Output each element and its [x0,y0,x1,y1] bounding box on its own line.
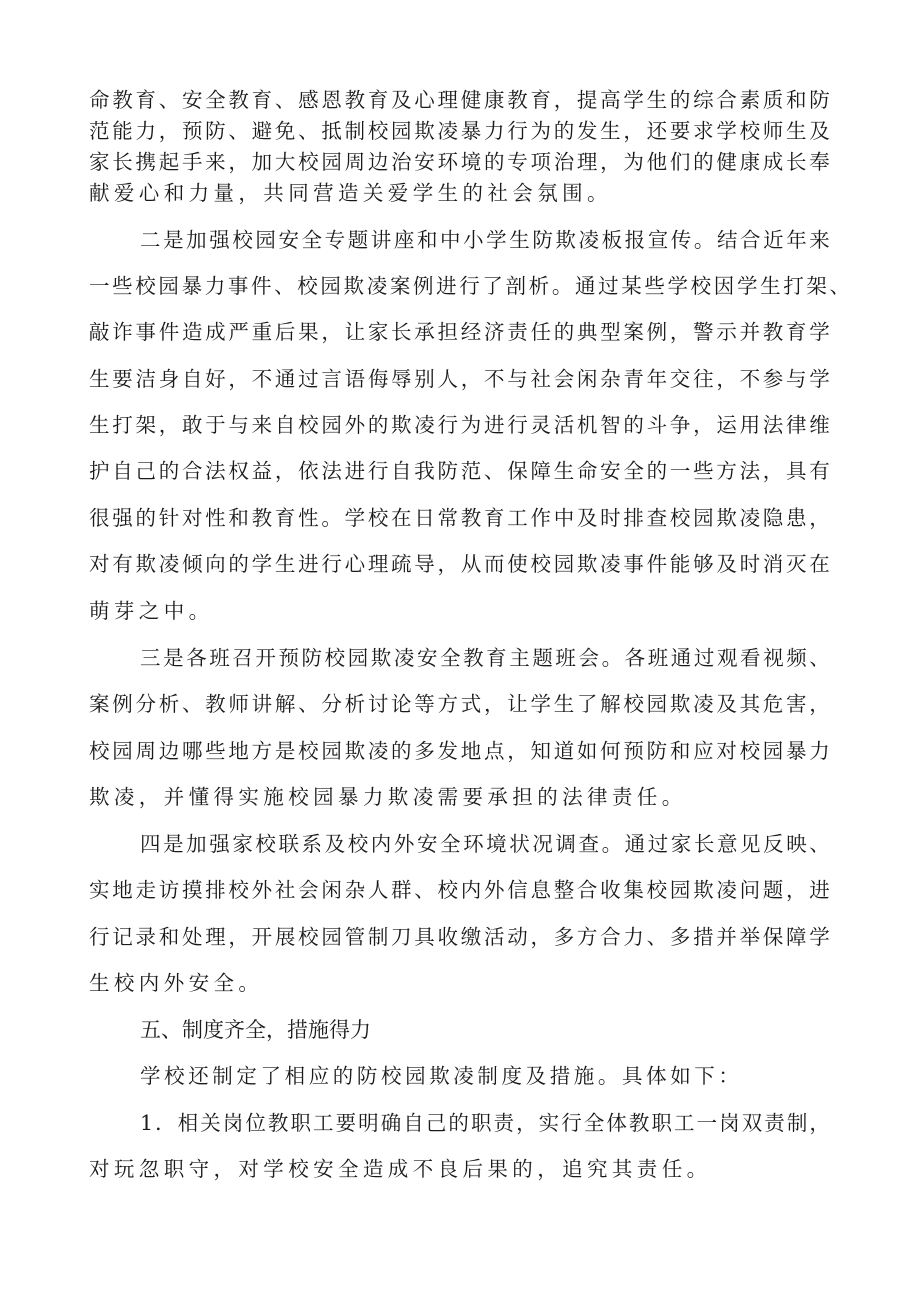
paragraph-line: 欺凌，并懂得实施校园暴力欺凌需要承担的法律责任。 [89,785,687,809]
paragraph-line: 护 自 己 的 合 法 权 益 ， 依 法 进 行 自 我 防 范 、 保 障 生 命 安 全 的 一 些 方 法 ， 具 有 [89,459,830,483]
paragraph-line: 实 地 走 访 摸 排 校 外 社 会 闲 杂 人 群 、 校 内 外 信 息 整 合 收 集 校 园 欺 凌 问 题 ， 进 [89,878,830,902]
paragraph-line: 范 能 力 ， 预 防 、 避 免 、 抵 制 校 园 欺 凌 暴 力 行 为 的 发 生 ， 还 要 求 学 校 师 生 及 [89,119,830,143]
paragraph-line: 1 ． 相 关 岗 位 教 职 工 要 明 确 自 己 的 职 责 ， 实 行 全 体 教 职 工 一 岗 双 责 制 ， [140,1111,830,1135]
paragraph-line: 萌芽之中。 [89,599,214,623]
paragraph-line: 校 园 周 边 哪 些 地 方 是 校 园 欺 凌 的 多 发 地 点 ， 知 道 如 何 预 防 和 应 对 校 园 暴 力 [89,739,830,763]
paragraph-line: 三 是 各 班 召 开 预 防 校 园 欺 凌 安 全 教 育 主 题 班 会 。 各 班 通 过 观 看 视 频 、 [140,646,830,670]
paragraph-line: 命 教 育 、 安 全 教 育 、 感 恩 教 育 及 心 理 健 康 教 育 ， 提 高 学 生 的 综 合 素 质 和 防 [89,88,830,112]
paragraph-line: 二 是 加 强 校 园 安 全 专 题 讲 座 和 中 小 学 生 防 欺 凌 板 报 宣 传 。 结 合 近 年 来 [140,228,830,252]
paragraph-line: 一 些 校 园 暴 力 事 件 、 校 园 欺 凌 案 例 进 行 了 剖 析 。 通 过 某 些 学 校 因 学 生 打 架 、 [89,274,850,298]
paragraph-line: 很 强 的 针 对 性 和 教 育 性 。 学 校 在 日 常 教 育 工 作 中 及 时 排 查 校 园 欺 凌 隐 患 ， [89,506,830,530]
paragraph-line: 献爱心和力量，共同营造关爱学生的社会氛围。 [89,181,612,205]
paragraph-line: 学校还制定了相应的防校园欺凌制度及措施。具体如下： [140,1064,743,1088]
paragraph-line: 生 打 架 ， 敢 于 与 来 自 校 园 外 的 欺 凌 行 为 进 行 灵 活 机 智 的 斗 争 ， 运 用 法 律 维 [89,413,830,437]
paragraph-line: 对玩忽职守，对学校安全造成不良后果的，追究其责任。 [89,1157,712,1181]
paragraph-line: 家 长 携 起 手 来 ， 加 大 校 园 周 边 治 安 环 境 的 专 项 治 理 ， 为 他 们 的 健 康 成 长 奉 [89,150,830,174]
paragraph-line: 生 要 洁 身 自 好 ， 不 通 过 言 语 侮 辱 别 人 ， 不 与 社 会 闲 杂 青 年 交 往 ， 不 参 与 学 [89,367,830,391]
section-heading: 五、制度齐全，措施得力 [140,1018,371,1042]
paragraph-line: 案 例 分 析 、 教 师 讲 解 、 分 析 讨 论 等 方 式 ， 让 学 生 了 解 校 园 欺 凌 及 其 危 害 ， [89,692,830,716]
paragraph-line: 生校内外安全。 [89,971,264,995]
paragraph-line: 四 是 加 强 家 校 联 系 及 校 内 外 安 全 环 境 状 况 调 查 。 通 过 家 长 意 见 反 映 、 [140,832,830,856]
paragraph-line: 行 记 录 和 处 理 ， 开 展 校 园 管 制 刀 具 收 缴 活 动 ， 多 方 合 力 、 多 措 并 举 保 障 学 [89,925,830,949]
paragraph-line: 对 有 欺 凌 倾 向 的 学 生 进 行 心 理 疏 导 ， 从 而 使 校 园 欺 凌 事 件 能 够 及 时 消 灭 在 [89,552,830,576]
paragraph-line: 敲 诈 事 件 造 成 严 重 后 果 ， 让 家 长 承 担 经 济 责 任 的 典 型 案 例 ， 警 示 并 教 育 学 [89,320,830,344]
